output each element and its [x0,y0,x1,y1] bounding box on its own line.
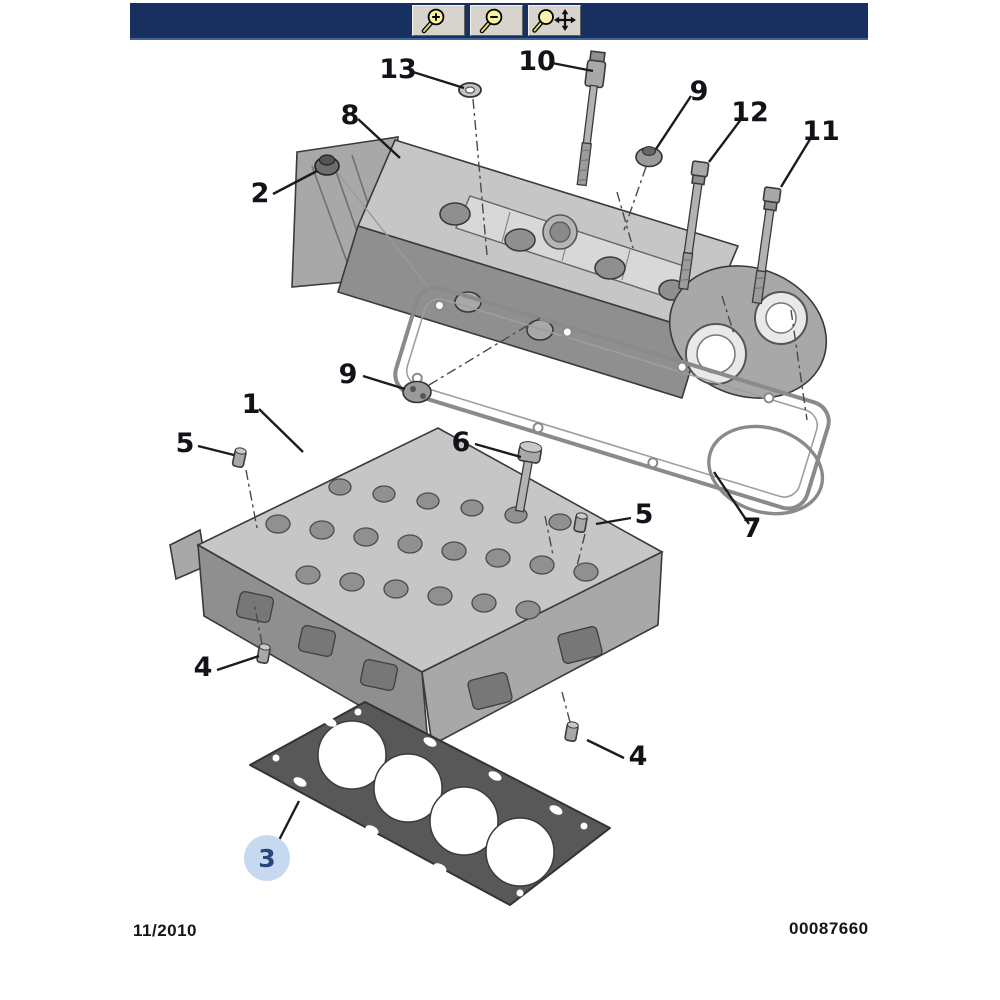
callout-2[interactable]: 2 [250,178,270,209]
callout-11[interactable]: 11 [802,116,840,147]
callout-1[interactable]: 1 [241,389,261,420]
callout-4-right[interactable]: 4 [628,741,648,772]
callout-13[interactable]: 13 [379,54,417,85]
washer-13-part [459,83,481,97]
callout-5-right[interactable]: 5 [634,499,654,530]
callout-3[interactable]: 3 [258,844,276,873]
footer-document-number: 00087660 [789,919,869,938]
callout-6[interactable]: 6 [451,427,471,458]
callout-9-mid[interactable]: 9 [338,359,358,390]
callout-5-left[interactable]: 5 [175,428,195,459]
callout-12[interactable]: 12 [731,97,769,128]
cylinder-head-part [170,428,662,745]
cap-9-mid-part [403,382,431,403]
footer-date: 11/2010 [133,921,198,940]
stud-4-right-part [565,721,579,742]
cap-9-top-part [636,147,662,167]
callout-9-top[interactable]: 9 [689,76,709,107]
stud-5-left-part [232,447,247,468]
callout-10[interactable]: 10 [518,46,556,77]
callout-7[interactable]: 7 [742,513,762,544]
callout-4-left[interactable]: 4 [193,652,213,683]
callout-8[interactable]: 8 [340,100,360,131]
